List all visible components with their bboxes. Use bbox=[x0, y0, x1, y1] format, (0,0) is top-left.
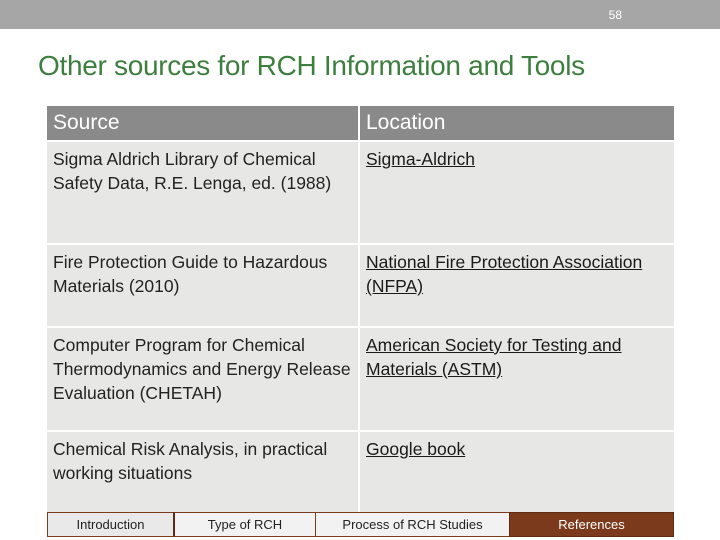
source-cell: Computer Program for Chemical Thermodynamics and Energy Release Evaluation (CHETAH) bbox=[47, 327, 359, 431]
table-header-row bbox=[47, 106, 674, 141]
table-row bbox=[47, 244, 674, 327]
slide-title: Other sources for RCH Information and Tools bbox=[38, 50, 585, 81]
slide-number: 58 bbox=[608, 8, 622, 22]
table-row bbox=[47, 431, 674, 514]
source-cell: Fire Protection Guide to Hazardous Materials (2010) bbox=[47, 244, 359, 327]
source-cell: Chemical Risk Analysis, in practical working situations bbox=[47, 431, 359, 514]
nav-introduction[interactable]: Introduction bbox=[47, 512, 173, 537]
nav-process-of-rch-studies[interactable]: Process of RCH Studies bbox=[316, 512, 509, 537]
location-link[interactable]: National Fire Protection Association (NFPA) bbox=[366, 252, 643, 296]
location-cell bbox=[359, 244, 674, 327]
location-link[interactable]: Sigma-Aldrich bbox=[366, 149, 475, 169]
nav-type-of-rch[interactable]: Type of RCH bbox=[173, 512, 316, 537]
column-header-location: Location bbox=[359, 106, 674, 141]
bottom-nav bbox=[47, 512, 674, 537]
location-cell bbox=[359, 141, 674, 244]
location-cell bbox=[359, 327, 674, 431]
nav-references[interactable]: References bbox=[509, 512, 674, 537]
table-row bbox=[47, 327, 674, 431]
source-cell: Sigma Aldrich Library of Chemical Safety Data, R.E. Lenga, ed. (1988) bbox=[47, 141, 359, 244]
location-cell bbox=[359, 431, 674, 514]
table-row bbox=[47, 141, 674, 244]
top-bar bbox=[0, 0, 720, 29]
location-link[interactable]: Google book bbox=[366, 439, 466, 459]
column-header-source: Source bbox=[47, 106, 359, 141]
location-link[interactable]: American Society for Testing and Materials (ASTM) bbox=[366, 335, 622, 379]
sources-table bbox=[47, 106, 674, 515]
